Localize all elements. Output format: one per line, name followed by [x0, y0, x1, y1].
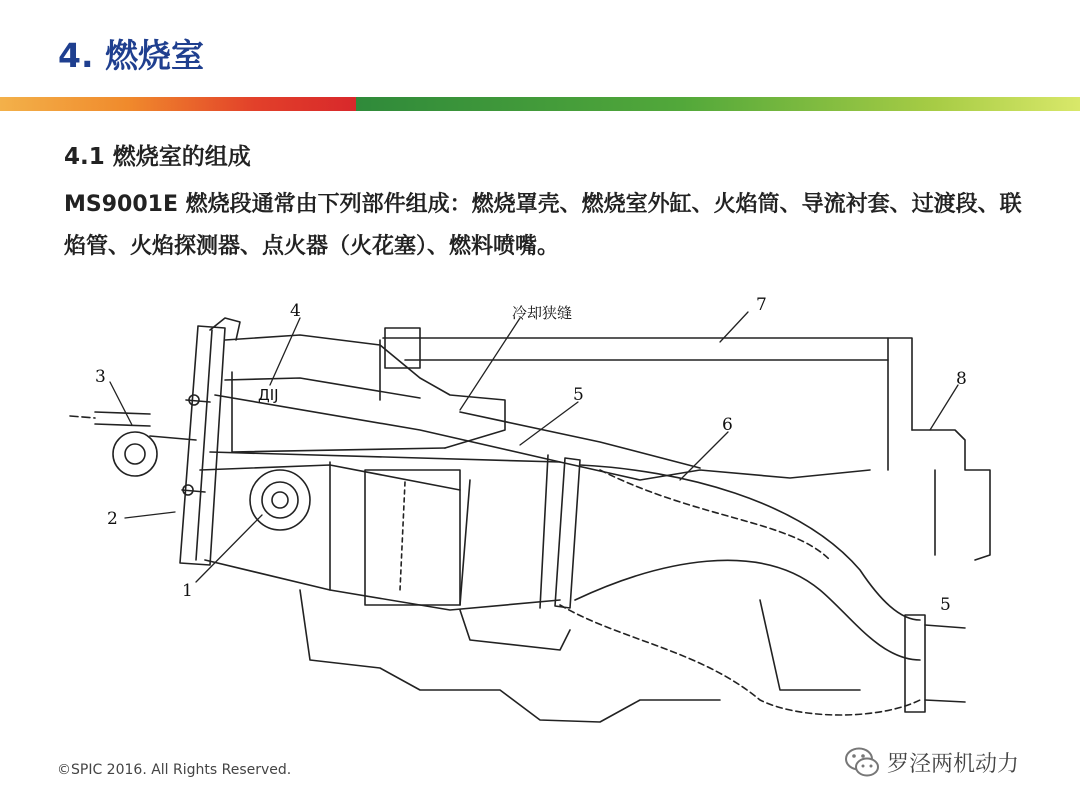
callout-label-2: 2	[107, 509, 118, 529]
mid-flange-ring	[540, 455, 580, 608]
callout-label-4: 4	[290, 301, 301, 321]
header-band-left	[0, 97, 365, 111]
slide-title: 4. 燃烧室	[58, 36, 204, 75]
combustor-diagram	[60, 288, 1010, 738]
small-mark-dij: ДIJ	[258, 386, 279, 404]
callout-label-7: 7	[756, 295, 767, 315]
section-title: 4.1 燃烧室的组成	[64, 144, 251, 170]
fuel-nozzle-port	[70, 412, 196, 476]
callout-label-6: 6	[722, 415, 733, 435]
end-cover-flange	[180, 318, 240, 565]
cooling-slot-annotation: 冷却狭缝	[512, 304, 573, 322]
brand-text: 罗泾两机动力	[887, 752, 1020, 777]
header-band-right	[356, 97, 1080, 111]
callout-label-3: 3	[95, 367, 106, 387]
callout-label-5: 5	[573, 385, 584, 405]
footer-copyright: ©SPIC 2016. All Rights Reserved.	[57, 762, 292, 778]
small-mark-5: 5	[940, 595, 951, 615]
liner-flow-sleeve	[200, 395, 870, 610]
component-paragraph: MS9001E 燃烧段通常由下列部件组成：燃烧罩壳、燃烧室外缸、火焰筒、导流衬套、过渡段、联焰管、火焰探测器、点火器（火花塞）、燃料喷嘴。	[64, 192, 1022, 259]
transition-piece	[560, 465, 965, 715]
casing-top-frame	[383, 338, 990, 560]
crossfire-port	[250, 470, 310, 530]
lower-base	[300, 590, 860, 722]
callout-label-8: 8	[956, 369, 967, 389]
wechat-icon	[843, 742, 883, 782]
callout-label-1: 1	[182, 581, 193, 601]
